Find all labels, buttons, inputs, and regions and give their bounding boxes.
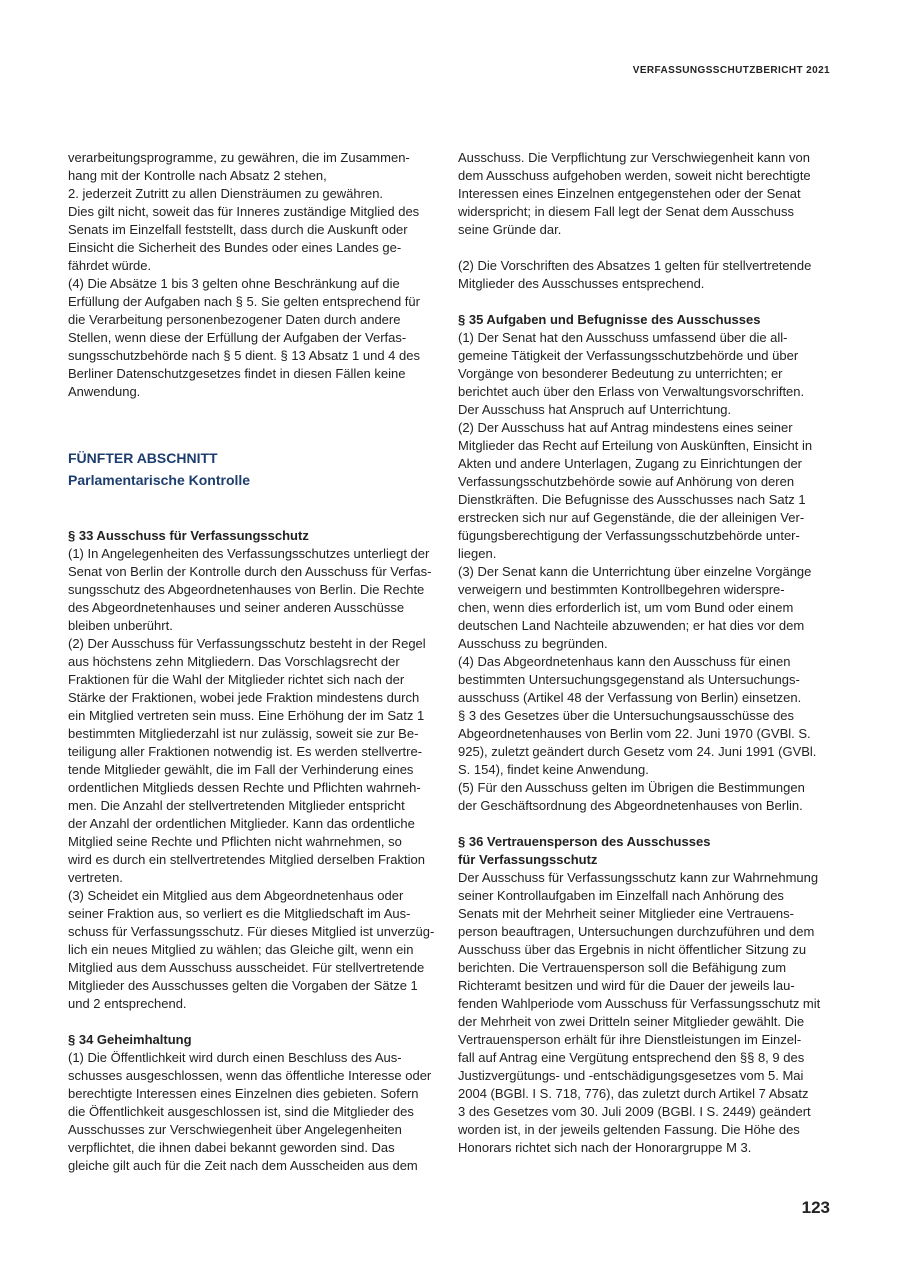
text-line: (2) Der Ausschuss hat auf Antrag mindestens eines seiner <box>458 420 793 435</box>
text-line: Dienstkräften. Die Befugnisse des Ausschusses nach Satz 1 <box>458 492 806 507</box>
text-line: berichtet auch über den Erlass von Verwaltungsvorschriften. <box>458 384 805 399</box>
text-line: Akten und andere Unterlagen, Zugang zu Einrichtungen der <box>458 456 803 471</box>
right-column <box>458 149 836 1157</box>
text-line: Mitglieder des Ausschusses entsprechend. <box>458 276 705 291</box>
text-line: Erfüllung der Aufgaben nach § 5. Sie gelten entsprechend für <box>68 294 420 309</box>
text-line: berichten. Die Vertrauensperson soll die Befähigung zum <box>458 960 787 975</box>
text-line: S. 154), findet keine Anwendung. <box>458 762 649 777</box>
section-heading: FÜNFTER ABSCHNITT <box>68 450 218 466</box>
text-line: person beauftragen, Untersuchungen durchzuführen und dem <box>458 924 815 939</box>
text-line: ausschuss (Artikel 48 der Verfassung von Berlin) einsetzen. <box>458 690 802 705</box>
text-line: Honorars richtet sich nach der Honorargruppe M 3. <box>458 1140 752 1155</box>
text-line: Der Ausschuss hat Anspruch auf Unterrichtung. <box>458 402 732 417</box>
text-line: Ausschusses zur Verschwiegenheit über Angelegenheiten <box>68 1122 402 1137</box>
text-line: wird es durch ein stellvertretendes Mitglied derselben Fraktion <box>68 852 425 867</box>
text-line: Ausschuss über das Ergebnis in nicht öffentlicher Sitzung zu <box>458 942 807 957</box>
intro-paragraph <box>68 149 446 401</box>
text-line: Anwendung. <box>68 384 141 399</box>
text-line: bestimmten Mitgliederzahl ist nur zulässig, soweit sie zur Be- <box>68 726 419 741</box>
paragraph-35-text <box>458 329 836 815</box>
text-line: (4) Die Absätze 1 bis 3 gelten ohne Beschränkung auf die <box>68 276 400 291</box>
text-line: Vorgänge von besonderer Bedeutung zu unterrichten; er <box>458 366 783 381</box>
text-line: liegen. <box>458 546 497 561</box>
text-line: chen, wenn dies erforderlich ist, um vom Bund oder einem <box>458 600 794 615</box>
text-line: Vertrauensperson erhält für ihre Dienstleistungen im Einzel- <box>458 1032 802 1047</box>
text-line: § 3 des Gesetzes über die Untersuchungsausschüsse des <box>458 708 795 723</box>
text-line: (1) In Angelegenheiten des Verfassungsschutzes unterliegt der <box>68 546 430 561</box>
paragraph-heading-34: § 34 Geheimhaltung <box>68 1032 192 1047</box>
text-line: ein Mitglied vertreten sein muss. Eine Erhöhung der im Satz 1 <box>68 708 425 723</box>
text-line: widerspricht; in diesem Fall legt der Senat dem Ausschuss <box>458 204 794 219</box>
text-line: bestimmten Untersuchungsgegenstand als Untersuchungs- <box>458 672 800 687</box>
paragraph-34-text <box>68 1049 446 1175</box>
text-line: der Mehrheit von zwei Dritteln seiner Mitglieder gewählt. Die <box>458 1014 805 1029</box>
text-line: sungsschutz des Abgeordnetenhauses von Berlin. Die Rechte <box>68 582 425 597</box>
spacer <box>458 293 836 311</box>
text-line: Einsicht die Sicherheit des Bundes oder eines Landes ge- <box>68 240 402 255</box>
text-line: teiligung aller Fraktionen notwendig ist. Es werden stellvertre- <box>68 744 423 759</box>
text-line: die Verarbeitung personenbezogener Daten durch andere <box>68 312 401 327</box>
text-line: schuss für Verfassungsschutz. Für dieses Mitglied ist unverzüg- <box>68 924 435 939</box>
text-line: fall auf Antrag eine Vergütung entsprechend den §§ 8, 9 des <box>458 1050 805 1065</box>
paragraph-heading-36-line1: § 36 Vertrauensperson des Ausschusses <box>458 834 711 849</box>
text-line: und 2 entsprechend. <box>68 996 187 1011</box>
text-line: erstrecken sich nur auf Gegenstände, die der alleinigen Ver- <box>458 510 805 525</box>
text-line: seiner Fraktion aus, so verliert es die Mitgliedschaft im Aus- <box>68 906 411 921</box>
paragraph-36-text <box>458 869 836 1157</box>
text-line: men. Die Anzahl der stellvertretenden Mitglieder entspricht <box>68 798 405 813</box>
text-line: Dies gilt nicht, soweit das für Inneres zuständige Mitglied des <box>68 204 420 219</box>
text-line: Ausschuss. Die Verpflichtung zur Verschwiegenheit kann von <box>458 150 810 165</box>
text-line: 2004 (BGBl. I S. 718, 776), das zuletzt durch Artikel 7 Absatz <box>458 1086 809 1101</box>
text-line: fügungsberechtigung der Verfassungsschutzbehörde unter- <box>458 528 800 543</box>
text-line: (3) Scheidet ein Mitglied aus dem Abgeordnetenhaus oder <box>68 888 404 903</box>
text-line: schusses ausgeschlossen, wenn das öffentliche Interesse oder <box>68 1068 432 1083</box>
text-line: Mitglieder das Recht auf Erteilung von Auskünften, Einsicht in <box>458 438 813 453</box>
spacer <box>458 815 836 833</box>
text-line: Mitglied aus dem Ausschuss ausscheidet. Für stellvertretende <box>68 960 425 975</box>
section-subheading: Parlamentarische Kontrolle <box>68 472 251 488</box>
text-line: (1) Der Senat hat den Ausschuss umfassend über die all- <box>458 330 788 345</box>
text-line: Richteramt besitzen und wird für die Dauer der jeweils lau- <box>458 978 795 993</box>
spacer <box>68 1013 446 1031</box>
text-line: Mitglieder des Ausschusses gelten die Vorgaben der Sätze 1 <box>68 978 418 993</box>
text-line: (4) Das Abgeordnetenhaus kann den Ausschuss für einen <box>458 654 791 669</box>
text-line: 925), zuletzt geändert durch Gesetz vom 24. Juni 1991 (GVBl. <box>458 744 817 759</box>
text-line: Stärke der Fraktionen, wobei jede Fraktion mindestens durch <box>68 690 420 705</box>
text-line: tende Mitglieder gewählt, die im Fall der Verhinderung eines <box>68 762 414 777</box>
text-line: Stellen, wenn diese der Erfüllung der Aufgaben der Verfas- <box>68 330 407 345</box>
text-line: Senats im Einzelfall feststellt, dass durch die Auskunft oder <box>68 222 408 237</box>
paragraph-heading-33: § 33 Ausschuss für Verfassungsschutz <box>68 528 309 543</box>
paragraph-34-continued <box>458 149 836 239</box>
spacer <box>68 491 446 527</box>
text-line: fenden Wahlperiode vom Ausschuss für Verfassungsschutz mit <box>458 996 821 1011</box>
text-line: deutschen Land Nachteile abzuwenden; er hat dies vor dem <box>458 618 805 633</box>
text-line: gemeine Tätigkeit der Verfassungsschutzbehörde und über <box>458 348 799 363</box>
spacer <box>458 239 836 257</box>
text-line: Interessen eines Einzelnen entgegenstehen oder der Senat <box>458 186 801 201</box>
paragraph-34-absatz-2 <box>458 257 836 293</box>
text-line: 2. jederzeit Zutritt zu allen Diensträumen zu gewähren. <box>68 186 384 201</box>
text-line: bleiben unberührt. <box>68 618 173 633</box>
text-line: hang mit der Kontrolle nach Absatz 2 stehen, <box>68 168 327 183</box>
text-line: worden ist, in der jeweils geltenden Fassung. Die Höhe des <box>458 1122 800 1137</box>
text-line: (3) Der Senat kann die Unterrichtung über einzelne Vorgänge <box>458 564 812 579</box>
text-line: (2) Die Vorschriften des Absatzes 1 gelten für stellvertretende <box>458 258 812 273</box>
text-line: Verfassungsschutzbehörde sowie auf Anhörung von deren <box>458 474 795 489</box>
text-line: berechtigte Interessen eines Einzelnen dies gebieten. Sofern <box>68 1086 419 1101</box>
text-line: gleiche gilt auch für die Zeit nach dem Ausscheiden aus dem <box>68 1158 418 1173</box>
text-line: Fraktionen für die Wahl der Mitglieder richtet sich nach der <box>68 672 405 687</box>
text-line: Mitglied seine Rechte und Pflichten nicht wahrnehmen, so <box>68 834 402 849</box>
text-line: Justizvergütungs- und -entschädigungsgesetzes vom 5. Mai <box>458 1068 804 1083</box>
text-line: Abgeordnetenhauses von Berlin vom 22. Juni 1970 (GVBl. S. <box>458 726 811 741</box>
running-header: VERFASSUNGSSCHUTZBERICHT 2021 <box>632 65 830 76</box>
text-line: vertreten. <box>68 870 123 885</box>
text-line: seine Gründe dar. <box>458 222 562 237</box>
text-line: Senat von Berlin der Kontrolle durch den Ausschuss für Verfas- <box>68 564 432 579</box>
text-line: (2) Der Ausschuss für Verfassungsschutz besteht in der Regel <box>68 636 426 651</box>
paragraph-33-text <box>68 545 446 1013</box>
text-line: verarbeitungsprogramme, zu gewähren, die im Zusammen- <box>68 150 410 165</box>
text-line: lich ein neues Mitglied zu wählen; das Gleiche gilt, wenn ein <box>68 942 414 957</box>
text-line: Berliner Datenschutzgesetzes findet in diesen Fällen keine <box>68 366 406 381</box>
text-line: Senats mit der Mehrheit seiner Mitglieder eine Vertrauens- <box>458 906 794 921</box>
text-line: der Geschäftsordnung des Abgeordnetenhauses von Berlin. <box>458 798 803 813</box>
text-line: verweigern und bestimmten Kontrollbegehren widerspre- <box>458 582 785 597</box>
text-line: der Anzahl der ordentlichen Mitglieder. Kann das ordentliche <box>68 816 415 831</box>
paragraph-heading-36-line2: für Verfassungsschutz <box>458 852 598 867</box>
spacer <box>68 401 446 447</box>
text-line: Ausschuss zu begründen. <box>458 636 608 651</box>
text-line: verpflichtet, die ihnen dabei bekannt geworden sind. Das <box>68 1140 395 1155</box>
left-column <box>68 149 446 1175</box>
text-line: sungsschutzbehörde nach § 5 dient. § 13 Absatz 1 und 4 des <box>68 348 420 363</box>
text-line: fährdet würde. <box>68 258 152 273</box>
text-line: (5) Für den Ausschuss gelten im Übrigen die Bestimmungen <box>458 780 805 795</box>
text-line: ordentlichen Mitglieds dessen Rechte und Pflichten wahrneh- <box>68 780 421 795</box>
text-line: aus höchstens zehn Mitgliedern. Das Vorschlagsrecht der <box>68 654 400 669</box>
text-line: 3 des Gesetzes vom 30. Juli 2009 (BGBl. I S. 2449) geändert <box>458 1104 811 1119</box>
page-number: 123 <box>801 1198 830 1217</box>
text-line: die Öffentlichkeit ausgeschlossen ist, sind die Mitglieder des <box>68 1104 414 1119</box>
text-line: seiner Kontrollaufgaben im Einzelfall nach Anhörung des <box>458 888 784 903</box>
text-line: (1) Die Öffentlichkeit wird durch einen Beschluss des Aus- <box>68 1050 402 1065</box>
paragraph-heading-35: § 35 Aufgaben und Befugnisse des Ausschusses <box>458 312 761 327</box>
text-line: Der Ausschuss für Verfassungsschutz kann zur Wahrnehmung <box>458 870 819 885</box>
text-line: des Abgeordnetenhauses und seiner anderen Ausschüsse <box>68 600 405 615</box>
text-line: dem Ausschuss aufgehoben werden, soweit nicht berechtigte <box>458 168 811 183</box>
